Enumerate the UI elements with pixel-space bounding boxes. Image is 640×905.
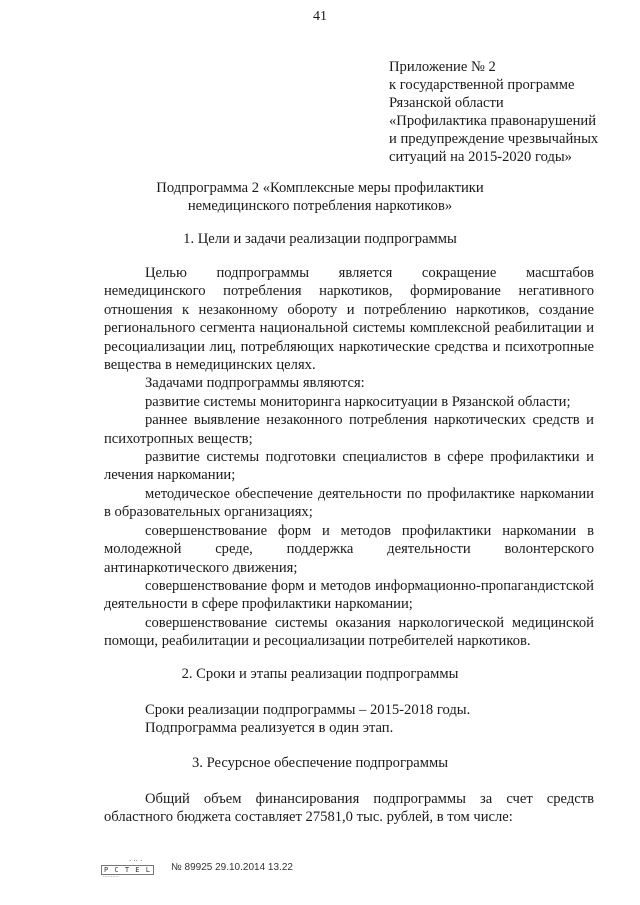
subprogram-title [100, 179, 540, 215]
stage-line: Подпрограмма реализуется в один этап. [145, 720, 394, 737]
task-item: развитие системы подготовки специалистов в сфере профилактики и лечения наркомании; [104, 449, 594, 484]
task-item: методическое обеспечение деятельности по профилактике наркомании в образовательных организациях; [104, 485, 594, 521]
appendix-line: Приложение № 2 [389, 59, 496, 75]
section-1-body [104, 264, 594, 651]
period-line: Сроки реализации подпрограммы – 2015-2018 годы. [145, 702, 471, 718]
appendix-line: Рязанской области [389, 95, 504, 111]
task-item: совершенствование форм и методов информационно-пропагандистской деятельности в сфере профилактики наркомании; [104, 577, 594, 613]
barcode-stamp: · ·· · P C T E L ·········· [101, 857, 165, 877]
task-item: совершенствование системы оказания наркологической медицинской помощи, реабилитации и ресоциализации потребителей наркотиков. [104, 614, 594, 650]
goal-paragraph: Целью подпрограммы является сокращение масштабов немедицинского потребления наркотиков, формирование негативного отношения к незаконному обороту и потреблению наркотиков, создание регионального сегмента национальной системы комплексной реабилитации и ресоциализации лиц, потребляющих наркотические средства и психотропные вещества в немедицинских целях. [104, 265, 594, 374]
page-number: 41 [313, 9, 327, 24]
registration-number: № 89925 29.10.2014 13.22 [171, 861, 293, 873]
appendix-line: и предупреждение чрезвычайных [389, 131, 599, 147]
appendix-line: к государственной программе [389, 77, 575, 93]
tasks-intro: Задачами подпрограммы являются: [145, 375, 365, 392]
appendix-block [389, 58, 629, 166]
section-2-body [104, 701, 594, 738]
appendix-line: «Профилактика правонарушений [389, 113, 597, 129]
section-3-heading: 3. Ресурсное обеспечение подпрограммы [191, 755, 448, 771]
footer [101, 857, 293, 880]
subprogram-title-line: немедицинского потребления наркотиков» [187, 198, 453, 214]
task-item: совершенствование форм и методов профилактики наркомании в молодежной среде, поддержка деятельности волонтерского антинаркотического движения; [104, 522, 594, 576]
section-2-heading: 2. Сроки и этапы реализации подпрограммы [181, 666, 459, 682]
section-1-heading: 1. Цели и задачи реализации подпрограммы [183, 231, 457, 247]
task-item: развитие системы мониторинга наркоситуации в Рязанской области; [145, 393, 571, 410]
task-item: раннее выявление незаконного потребления наркотических средств и психотропных веществ; [104, 412, 594, 447]
section-3-body [104, 790, 594, 827]
funding-paragraph: Общий объем финансирования подпрограммы за счет средств областного бюджета составляет 27581,0 тыс. рублей, в том числе: [104, 791, 594, 826]
appendix-line: ситуаций на 2015-2020 годы» [389, 149, 572, 165]
subprogram-title-line: Подпрограмма 2 «Комплексные меры профилактики [156, 180, 484, 196]
